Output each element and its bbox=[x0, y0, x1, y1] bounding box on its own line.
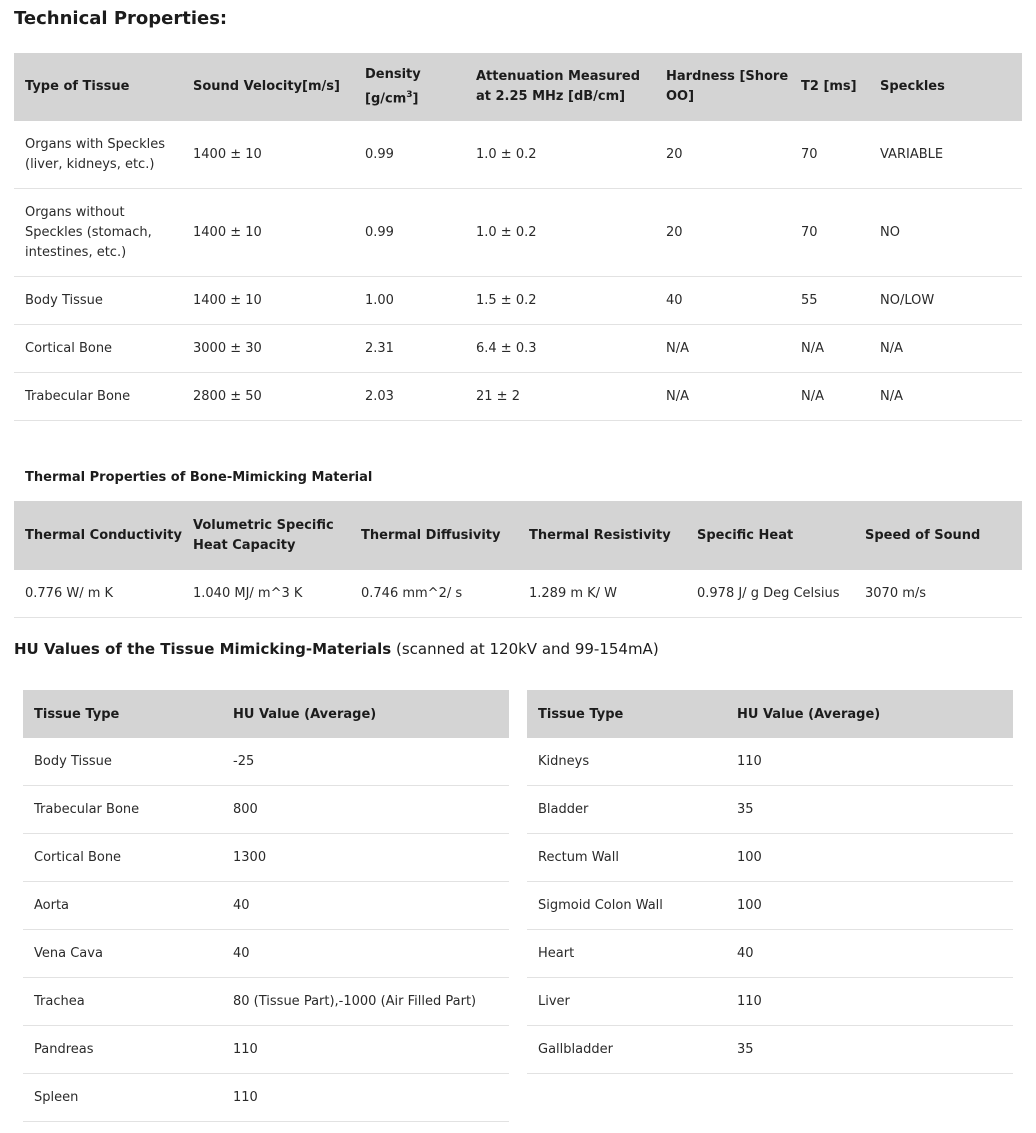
table-row bbox=[527, 882, 1013, 930]
cell: 35 bbox=[726, 786, 1013, 834]
cell: 21 ± 2 bbox=[465, 373, 655, 421]
cell: 0.99 bbox=[354, 189, 465, 277]
cell: NO/LOW bbox=[869, 277, 1022, 325]
column-header-tissue-type: Tissue Type bbox=[527, 690, 726, 738]
cell: 20 bbox=[655, 189, 790, 277]
thermal-properties-table bbox=[14, 501, 1022, 618]
cell: Bladder bbox=[527, 786, 726, 834]
cell: Trachea bbox=[23, 978, 222, 1026]
column-header-tissue-type: Tissue Type bbox=[23, 690, 222, 738]
table-row bbox=[14, 277, 1022, 325]
column-header-thermal-diffusivity: Thermal Diffusivity bbox=[350, 501, 518, 570]
table-row bbox=[23, 930, 509, 978]
cell: 55 bbox=[790, 277, 869, 325]
table-row bbox=[527, 738, 1013, 786]
density-label: Density [g/cm bbox=[365, 66, 421, 107]
table-row bbox=[527, 978, 1013, 1026]
cell: Aorta bbox=[23, 882, 222, 930]
table-row bbox=[23, 1074, 509, 1122]
page-title: Technical Properties: bbox=[14, 8, 228, 29]
cell: 1400 ± 10 bbox=[182, 189, 354, 277]
cell: Spleen bbox=[23, 1074, 222, 1122]
cell: 70 bbox=[790, 189, 869, 277]
cell: 800 bbox=[222, 786, 509, 834]
table-header-row bbox=[23, 690, 509, 738]
column-header-t2: T2 [ms] bbox=[790, 53, 869, 121]
cell: Kidneys bbox=[527, 738, 726, 786]
cell: 40 bbox=[655, 277, 790, 325]
cell: 40 bbox=[726, 930, 1013, 978]
hu-title-subtitle: (scanned at 120kV and 99-154mA) bbox=[391, 640, 659, 658]
hu-section-title bbox=[14, 640, 659, 658]
cell: 1.5 ± 0.2 bbox=[465, 277, 655, 325]
cell: N/A bbox=[869, 373, 1022, 421]
cell: 110 bbox=[222, 1026, 509, 1074]
cell: 1400 ± 10 bbox=[182, 121, 354, 189]
column-header-volumetric-heat-capacity: Volumetric Specific Heat Capacity bbox=[182, 501, 350, 570]
cell: Gallbladder bbox=[527, 1026, 726, 1074]
cell: 1.0 ± 0.2 bbox=[465, 189, 655, 277]
cell: 1.00 bbox=[354, 277, 465, 325]
cell: N/A bbox=[790, 373, 869, 421]
column-header-thermal-resistivity: Thermal Resistivity bbox=[518, 501, 686, 570]
cell: 80 (Tissue Part),-1000 (Air Filled Part) bbox=[222, 978, 509, 1026]
table-row bbox=[23, 738, 509, 786]
cell: 100 bbox=[726, 882, 1013, 930]
column-header-specific-heat: Specific Heat bbox=[686, 501, 854, 570]
cell: 0.776 W/ m K bbox=[14, 570, 182, 618]
cell: 1.289 m K/ W bbox=[518, 570, 686, 618]
cell: Trabecular Bone bbox=[23, 786, 222, 834]
cell: NO bbox=[869, 189, 1022, 277]
column-header-speed-of-sound: Speed of Sound bbox=[854, 501, 1022, 570]
table-row bbox=[527, 930, 1013, 978]
cell: 40 bbox=[222, 882, 509, 930]
cell: Body Tissue bbox=[14, 277, 182, 325]
cell: 1.040 MJ/ m^3 K bbox=[182, 570, 350, 618]
cell: 20 bbox=[655, 121, 790, 189]
cell: -25 bbox=[222, 738, 509, 786]
cell: 110 bbox=[222, 1074, 509, 1122]
table-row bbox=[14, 189, 1022, 277]
cell: 110 bbox=[726, 978, 1013, 1026]
column-header-density bbox=[354, 53, 465, 121]
cell: Body Tissue bbox=[23, 738, 222, 786]
table-row bbox=[14, 570, 1022, 618]
cell: Organs with Speckles (liver, kidneys, etc.) bbox=[14, 121, 182, 189]
cell: N/A bbox=[790, 325, 869, 373]
cell: 3000 ± 30 bbox=[182, 325, 354, 373]
table-row bbox=[14, 373, 1022, 421]
cell: Rectum Wall bbox=[527, 834, 726, 882]
cell: 0.978 J/ g Deg Celsius bbox=[686, 570, 854, 618]
cell: Organs without Speckles (stomach, intestines, etc.) bbox=[14, 189, 182, 277]
cell: 2.03 bbox=[354, 373, 465, 421]
cell: 100 bbox=[726, 834, 1013, 882]
column-header-hu-value: HU Value (Average) bbox=[222, 690, 509, 738]
hu-values-table-right bbox=[527, 690, 1013, 1074]
hu-values-table-left bbox=[23, 690, 509, 1122]
column-header-sound-velocity: Sound Velocity[m/s] bbox=[182, 53, 354, 121]
technical-properties-table bbox=[14, 53, 1022, 421]
table-header-row bbox=[14, 53, 1022, 121]
cell: 70 bbox=[790, 121, 869, 189]
column-header-hu-value: HU Value (Average) bbox=[726, 690, 1013, 738]
table-row bbox=[527, 1026, 1013, 1074]
column-header-hardness: Hardness [Shore OO] bbox=[655, 53, 790, 121]
cell: 0.99 bbox=[354, 121, 465, 189]
cell: N/A bbox=[869, 325, 1022, 373]
cell: Pandreas bbox=[23, 1026, 222, 1074]
cell: 40 bbox=[222, 930, 509, 978]
column-header-attenuation: Attenuation Measured at 2.25 MHz [dB/cm] bbox=[465, 53, 655, 121]
table-row bbox=[23, 1026, 509, 1074]
cell: 3070 m/s bbox=[854, 570, 1022, 618]
cell: Liver bbox=[527, 978, 726, 1026]
cell: 35 bbox=[726, 1026, 1013, 1074]
table-row bbox=[23, 834, 509, 882]
cell: 110 bbox=[726, 738, 1013, 786]
hu-title-bold: HU Values of the Tissue Mimicking-Materials bbox=[14, 640, 392, 658]
column-header-speckles: Speckles bbox=[869, 53, 1022, 121]
table-header-row bbox=[527, 690, 1013, 738]
cell: 1.0 ± 0.2 bbox=[465, 121, 655, 189]
table-header-row bbox=[14, 501, 1022, 570]
cell: 1400 ± 10 bbox=[182, 277, 354, 325]
table-row bbox=[14, 121, 1022, 189]
cell: 0.746 mm^2/ s bbox=[350, 570, 518, 618]
cell: Trabecular Bone bbox=[14, 373, 182, 421]
table-row bbox=[527, 786, 1013, 834]
table-row bbox=[527, 834, 1013, 882]
cell: Heart bbox=[527, 930, 726, 978]
cell: Vena Cava bbox=[23, 930, 222, 978]
table-row bbox=[23, 978, 509, 1026]
table-row bbox=[23, 786, 509, 834]
table-row bbox=[14, 325, 1022, 373]
table-row bbox=[23, 882, 509, 930]
cell: Cortical Bone bbox=[23, 834, 222, 882]
cell: 1300 bbox=[222, 834, 509, 882]
column-header-type-of-tissue: Type of Tissue bbox=[14, 53, 182, 121]
cell: Sigmoid Colon Wall bbox=[527, 882, 726, 930]
cell: Cortical Bone bbox=[14, 325, 182, 373]
density-exponent: 3 bbox=[406, 89, 413, 100]
cell: 2800 ± 50 bbox=[182, 373, 354, 421]
column-header-thermal-conductivity: Thermal Conductivity bbox=[14, 501, 182, 570]
density-bracket: ] bbox=[412, 91, 419, 107]
thermal-section-title: Thermal Properties of Bone-Mimicking Material bbox=[25, 470, 373, 485]
cell: N/A bbox=[655, 373, 790, 421]
cell: N/A bbox=[655, 325, 790, 373]
cell: 2.31 bbox=[354, 325, 465, 373]
cell: VARIABLE bbox=[869, 121, 1022, 189]
cell: 6.4 ± 0.3 bbox=[465, 325, 655, 373]
